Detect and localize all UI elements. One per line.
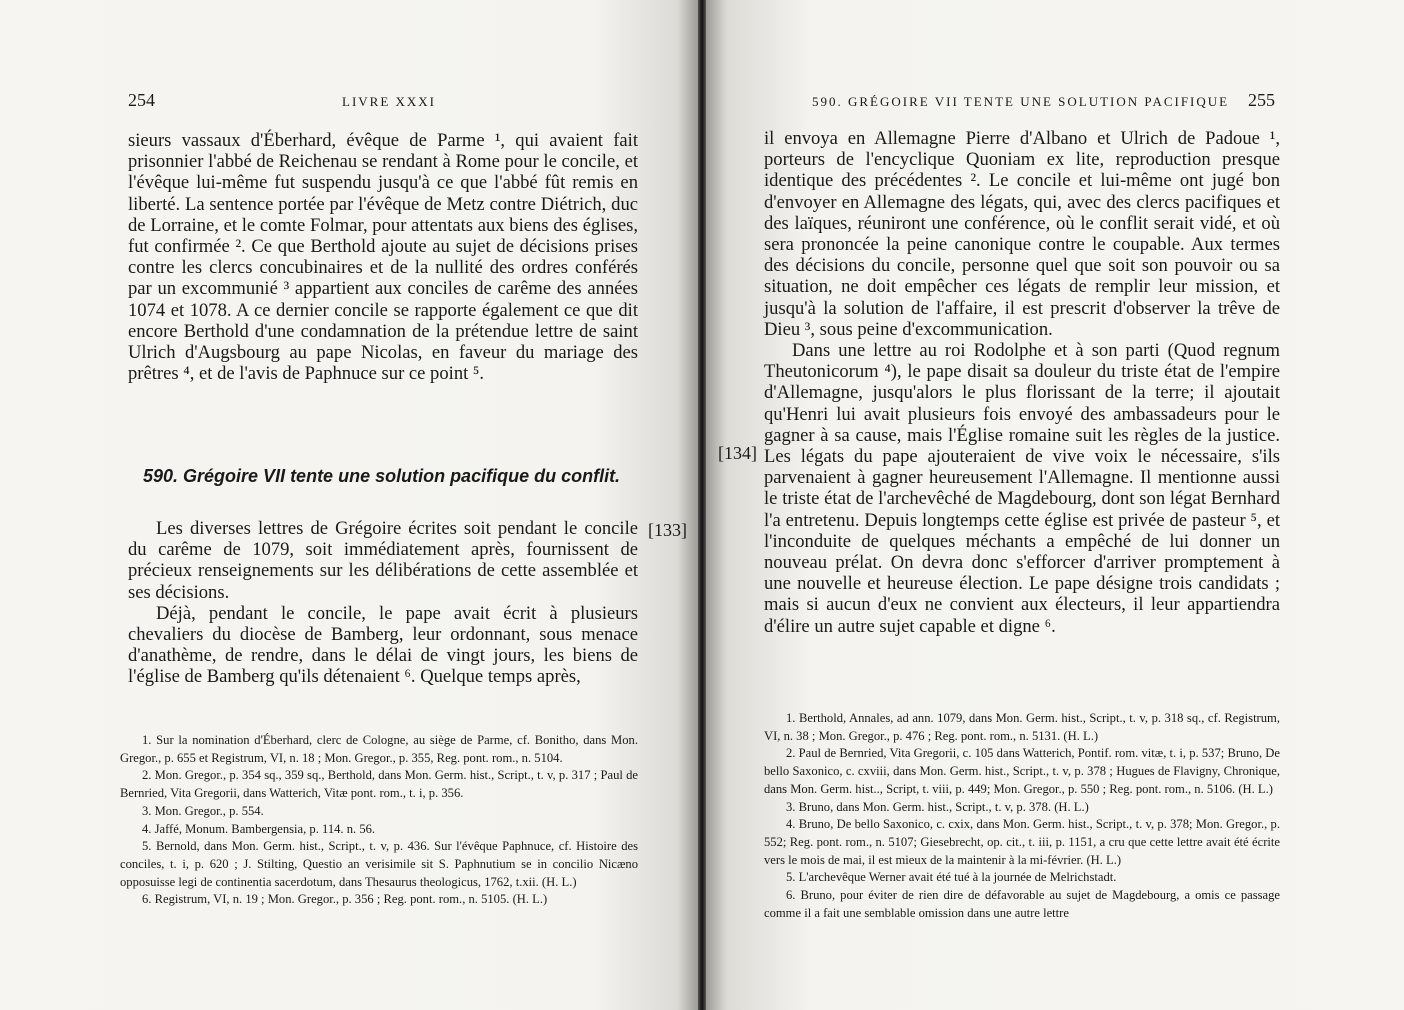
footnote: 6. Registrum, VI, n. 19 ; Mon. Gregor., p. 356 ; Reg. pont. rom., n. 5105. (H. L.) bbox=[142, 892, 548, 907]
paragraph: il envoya en Allemagne Pierre d'Albano et Ulrich de Padoue ¹, porteurs de l'encyclique Quoniam ex lite, reproduction presque identique des précédentes ². Le concile et lui-même ont jugé bon d'envoyer en Allemagne des légats, qui, avec des clercs pacifiques et des laïques, réuniront une conférence, où le conflit serait vidé, et où sera prononcée la peine canonique contre le coupable. Aux termes des décisions du concile, personne quel que soit son pouvoir ou sa situation, ne doit empêcher ces légats de remplir leur mission, et jusqu'à la solution de l'affaire, il est prescrit d'observer la trêve de Dieu ³, sous peine d'excommunication. bbox=[764, 128, 1280, 340]
left-page bbox=[0, 0, 698, 1010]
footnote: 2. Paul de Bernried, Vita Gregorii, c. 105 dans Watterich, Pontif. rom. vitæ, t. i, p. 537; Bruno, De bello Saxonico, c. cxviii, dans Mon. Germ. hist., Script., t. v, p. 378 ; Hugues de Flavigny, Chronique, dans Mon. Germ. hist.., Script, t. viii, p. 449; Mon. Gregor., p. 550 ; Reg. pont. rom., n. 5106. (H. L.) bbox=[764, 746, 1280, 796]
body-text-bottom bbox=[128, 518, 638, 688]
book-gutter bbox=[698, 0, 706, 1010]
right-page bbox=[706, 0, 1404, 1010]
footnote: 3. Mon. Gregor., p. 554. bbox=[142, 803, 264, 818]
page-number: 254 bbox=[128, 90, 155, 110]
footnotes bbox=[120, 732, 638, 909]
paragraph: Dans une lettre au roi Rodolphe et à son parti (Quod regnum Theutonicorum ⁴), le pape disait sa douleur du triste état de l'empire d'Allemagne, jusqu'alors le plus florissant de la terre; il ajoutait qu'Henri lui avait plusieurs fois envoyé des ambassadeurs pour le gagner à sa cause, mais l'Église romaine suit les règles de la justice. Les légats du pape ajouteraient de vive voix le nécessaire, s'ils parvenaient à gagner heureusement l'Allemagne. Il mentionne aussi le triste état de l'archevêché de Magdebourg, dont son légat Bernhard l'a entretenu. Depuis longtemps cette église est privée de pasteur ⁵, et l'inconduite de quelques méchants a empêché de lui donner un nouveau prélat. On devra donc s'efforcer d'arriver promptement à une nouvelle et heureuse élection. Le pape désigne trois candidats ; mais si aucun d'eux ne convient aux électeurs, il leur appartiendra d'élire un autre sujet capable et digne ⁶. bbox=[764, 340, 1280, 637]
running-head: LIVRE XXXI bbox=[342, 94, 437, 109]
section-heading: 590. Grégoire VII tente une solution pacifique du conflit. bbox=[143, 466, 621, 486]
footnote: 4. Jaffé, Monum. Bambergensia, p. 114. n. 56. bbox=[142, 821, 376, 836]
running-head: 590. GRÉGOIRE VII TENTE UNE SOLUTION PACIFIQUE bbox=[812, 94, 1230, 109]
footnote: 4. Bruno, De bello Saxonico, c. cxix, dans Mon. Germ. hist., Script., t. v, p. 378; Mon. Gregor., p. 552; Reg. pont. rom., n. 5107; Giesebrecht, op. cit., t. iii, p. 1151, a cru que cette lettre avait été écrite vers le mois de mai, il est mieux de la maintenir à la mi-février. (H. L.) bbox=[764, 817, 1280, 867]
paragraph: Déjà, pendant le concile, le pape avait écrit à plusieurs chevaliers du diocèse de Bamberg, leur ordonnant, sous menace d'anathème, de rendre, dans le délai de vingt jours, les biens de l'église de Bamberg qu'ils détenaient ⁶. Quelque temps après, bbox=[128, 602, 638, 688]
page-number: 255 bbox=[1248, 90, 1275, 110]
footnotes bbox=[764, 710, 1280, 922]
footnote: 6. Bruno, pour éviter de rien dire de défavorable au sujet de Magdebourg, a omis ce passage comme il a fait une semblable omission dans une autre lettre bbox=[764, 888, 1280, 920]
body-text bbox=[764, 128, 1280, 637]
footnote: 1. Sur la nomination d'Éberhard, clerc de Cologne, au siège de Parme, cf. Bonitho, dans Mon. Gregor., p. 655 et Registrum, VI, n. 18 ; Mon. Gregor., p. 355, Reg. pont. rom., n. 5104. bbox=[120, 733, 638, 765]
paragraph: Les diverses lettres de Grégoire écrites soit pendant le concile du carême de 1079, soit immédiatement après, fournissent de précieux renseignements sur les délibérations de cette assemblée et ses décisions. bbox=[128, 518, 638, 603]
footnote: 5. Bernold, dans Mon. Germ. hist., Script., t. v, p. 436. Sur l'évêque Paphnuce, cf. Histoire des conciles, t. i, p. 620 ; J. Stilting, Questio an verisimile sit S. Paphnutium se in concilio Nicæno opposuisse legi de continentia sacerdotum, dans Thesaurus theologicus, 1762, t.xii. (H. L.) bbox=[120, 839, 638, 889]
footnote: 5. L'archevêque Werner avait été tué à la journée de Melrichstadt. bbox=[786, 870, 1117, 885]
paragraph: sieurs vassaux d'Éberhard, évêque de Parme ¹, qui avaient fait prisonnier l'abbé de Reichenau se rendant à Rome pour le concile, et l'évêque lui-même fut suspendu jusqu'à ce que l'abbé fût remis en liberté. La sentence portée par l'évêque de Metz contre Diétrich, duc de Lorraine, et le comte Folmar, pour attentats aux biens des églises, fut confirmée ². Ce que Berthold ajoute au sujet de décisions prises contre les clercs concubinaires et de la nullité des ordres conférés par un excommunié ³ appartient aux conciles de carême des années 1074 et 1078. A ce dernier concile se rapporte également ce que dit encore Berthold d'une condamnation de la prétendue lettre de saint Ulrich d'Augsbourg au pape Nicolas, en faveur du mariage des prêtres ⁴, et de l'avis de Paphnuce sur ce point ⁵. bbox=[128, 130, 638, 385]
footnote: 2. Mon. Gregor., p. 354 sq., 359 sq., Berthold, dans Mon. Germ. hist., Script., t. v, p. 317 ; Paul de Bernried, Vita Gregorii, dans Watterich, Vitæ pont. rom., t. i, p. 356. bbox=[120, 768, 638, 801]
footnote: 1. Berthold, Annales, ad ann. 1079, dans Mon. Germ. hist., Script., t. v, p. 318 sq., cf. Registrum, VI, n. 38 ; Mon. Gregor., p. 476 ; Reg. pont. rom., n. 5131. (H. L.) bbox=[764, 711, 1280, 743]
body-text-top bbox=[128, 130, 638, 384]
margin-reference: [134] bbox=[718, 443, 757, 463]
margin-reference: [133] bbox=[648, 520, 687, 540]
footnote: 3. Bruno, dans Mon. Germ. hist., Script., t. v, p. 378. (H. L.) bbox=[786, 799, 1089, 814]
